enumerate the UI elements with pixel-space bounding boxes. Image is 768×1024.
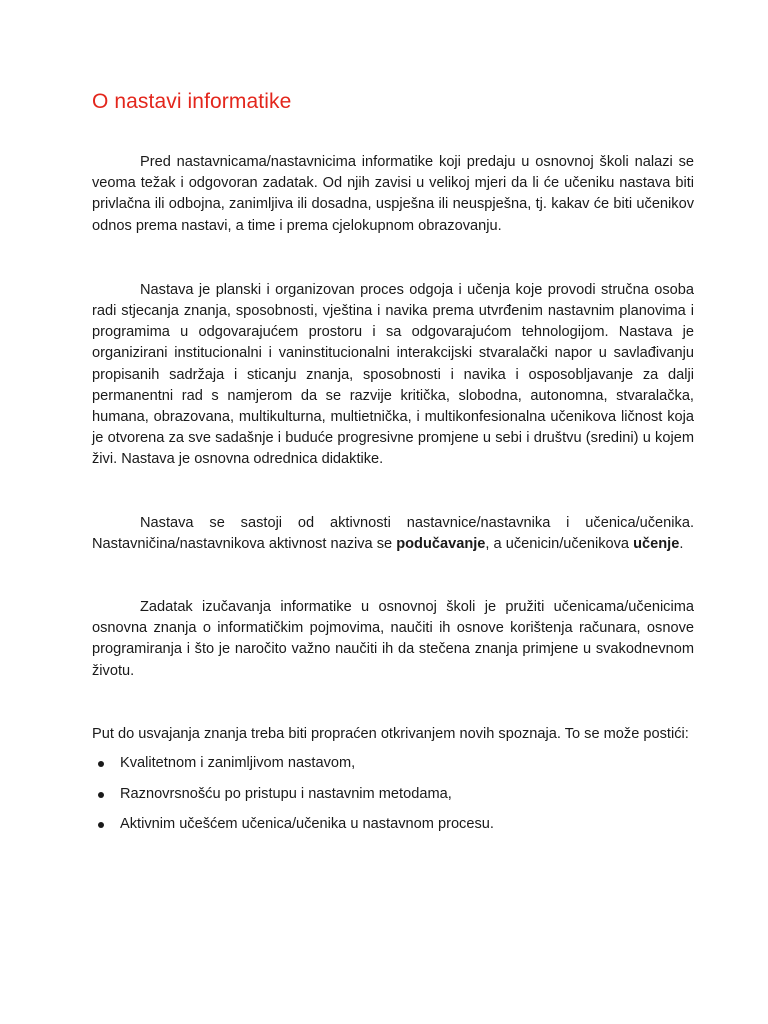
bullet-icon	[98, 792, 104, 798]
activities-text-2: , a učenicin/učenikova	[485, 535, 634, 552]
list-item	[92, 814, 694, 835]
paragraph-activities	[92, 513, 694, 555]
paragraph-task: Zadatak izučavanja informatike u osnovnoj školi je pružiti učenicama/učenicima osnovna znanja o informatičkim pojmovima, naučiti ih osnove korištenja računara, osnove programiranja i što je naročito važno naučiti ih da stečena znanja primjene u svakodnevnom životu.	[92, 599, 694, 679]
page-title: O nastavi informatike	[92, 90, 292, 113]
list-item-text: Aktivnim učešćem učenica/učenika u nastavnom procesu.	[120, 816, 494, 833]
activities-text-3: .	[679, 535, 684, 552]
bullet-icon	[98, 822, 104, 828]
list-item-text: Raznovrsnošću po pristupu i nastavnim metodama,	[120, 785, 452, 802]
term-ucenje: učenje	[633, 535, 680, 552]
paragraph-path: Put do usvajanja znanja treba biti propraćen otkrivanjem novih spoznaja. To se može postići:	[92, 725, 689, 742]
bullet-icon	[98, 761, 104, 767]
bullet-list	[92, 753, 694, 836]
activities-text-1: Nastava se sastoji od aktivnosti nastavnice/nastavnika i učenica/učenika. Nastavničina/nastavnikova aktivnost naziva se	[92, 514, 694, 552]
list-item	[92, 784, 694, 805]
list-item-text: Kvalitetnom i zanimljivom nastavom,	[120, 755, 356, 772]
paragraph-definition: Nastava je planski i organizovan proces odgoja i učenja koje provodi stručna osoba radi stjecanja znanja, sposobnosti, vještina i navika prema utvrđenim nastavnim planovima i programima u odgovarajućem prostoru i sa odgovarajućom tehnologijom. Nastava je organizirani institucionalni i vaninstitucionalni interakcijski stvaralački napor u savlađivanju propisanih sadržaja i sticanju znanja, sposobnosti i navika i osposobljavanje za dalji permanentni rad s namjerom da se razvije kritička, slobodna, autonomna, stvaralačka, humana, obrazovana, multikulturna, multietnička, i multikonfesionalna učenikova ličnost koja je otvorena za sve sadašnje i buduće progresivne promjene u sebi i društvu (sredini) u kojem živi. Nastava je osnovna odrednica didaktike.	[92, 281, 694, 468]
document-body	[92, 152, 694, 845]
paragraph-intro: Pred nastavnicama/nastavnicima informatike koji predaju u osnovnoj školi nalazi se veoma težak i odgovoran zadatak. Od njih zavisi u velikoj mjeri da li će učeniku nastava biti privlačna ili odbojna, zanimljiva ili dosadna, uspješna ili neuspješna, tj. kakav će biti učenikov odnos prema nastavi, a time i prema cjelokupnom obrazovanju.	[92, 154, 694, 234]
list-item	[92, 753, 694, 774]
term-poducavanje: podučavanje	[396, 535, 486, 552]
